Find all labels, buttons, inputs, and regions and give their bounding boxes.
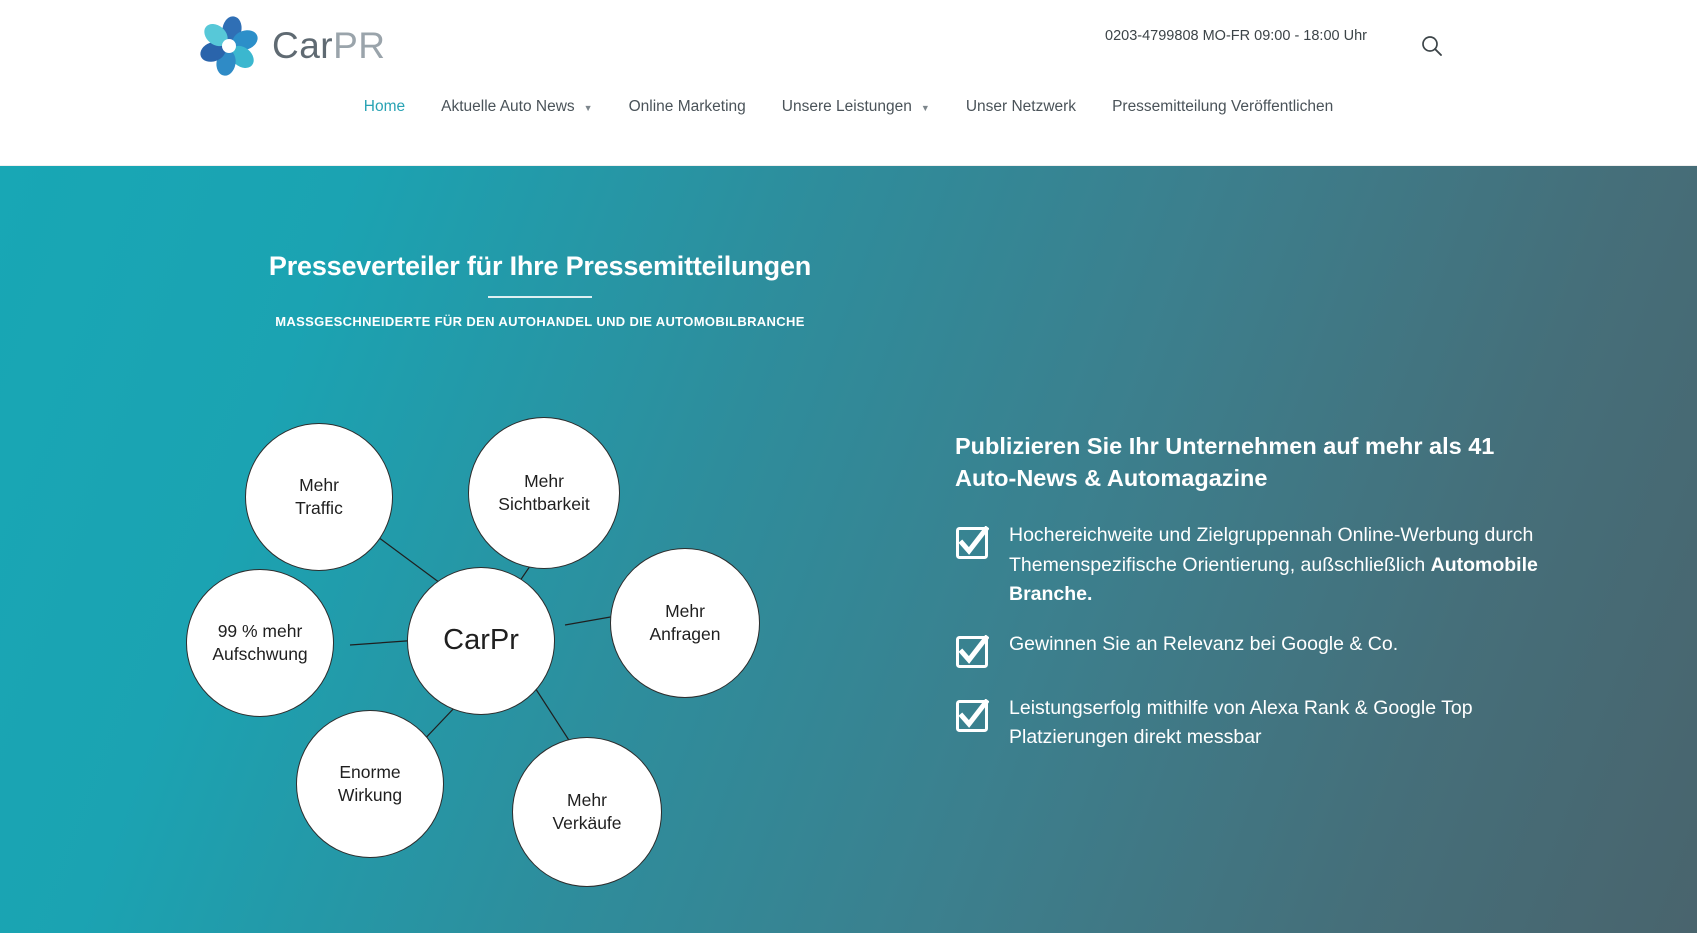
nav-label: Unsere Leistungen xyxy=(781,98,912,115)
node-mehr-anfragen xyxy=(610,548,760,698)
logo-text-primary: Car xyxy=(272,25,334,66)
nav-label: Home xyxy=(363,98,406,115)
nav-item-aktuelle-auto-news[interactable] xyxy=(423,98,610,116)
check-box-icon xyxy=(955,635,989,674)
hero-section xyxy=(0,166,1697,933)
contact-info: 0203-4799808 MO-FR 09:00 - 18:00 Uhr xyxy=(1105,28,1367,44)
nav-item-home[interactable] xyxy=(346,98,423,116)
node-99-prozent-mehr-aufschwung xyxy=(186,569,334,717)
node-center-carpr xyxy=(407,567,555,715)
node-label: 99 % mehr Aufschwung xyxy=(212,621,308,664)
site-logo[interactable] xyxy=(196,16,386,76)
main-navigation xyxy=(0,98,1697,116)
title-divider xyxy=(488,296,592,298)
node-label: Mehr Sichtbarkeit xyxy=(498,471,590,514)
carpr-flower-logo-icon xyxy=(196,16,262,76)
nav-item-online-marketing[interactable] xyxy=(611,98,764,116)
list-item xyxy=(955,521,1555,610)
hero-subtitle: MASSGESCHNEIDERTE FÜR DEN AUTOHANDEL UND DIE AUTOMOBILBRANCHE xyxy=(275,314,805,329)
node-label: Mehr Verkäufe xyxy=(552,790,622,833)
nav-label: Pressemitteilung Veröffentlichen xyxy=(1112,98,1334,115)
list-item xyxy=(955,630,1555,674)
nav-item-pressemitteilung-veroeffentlichen[interactable] xyxy=(1094,98,1351,116)
chevron-down-icon: ▼ xyxy=(583,102,593,113)
bullet-text: Leistungserfolg mithilfe von Alexa Rank & Google Top Platzierungen direkt messbar xyxy=(1009,696,1473,749)
node-label: Mehr Anfragen xyxy=(649,601,721,644)
hero-right-title: Publizieren Sie Ihr Unternehmen auf mehr als 41 Auto-News & Automagazine xyxy=(955,433,1495,491)
check-box-icon xyxy=(955,526,989,565)
hero-right-column xyxy=(955,431,1555,773)
logo-text xyxy=(272,25,386,67)
check-box-icon xyxy=(955,699,989,738)
nav-item-unsere-leistungen[interactable] xyxy=(764,98,948,116)
hero-title: Presseverteiler für Ihre Pressemitteilungen xyxy=(268,251,812,281)
nav-item-unser-netzwerk[interactable] xyxy=(948,98,1094,116)
logo-text-secondary: PR xyxy=(333,25,386,66)
chevron-down-icon: ▼ xyxy=(920,102,930,113)
nav-label: Unser Netzwerk xyxy=(965,98,1077,115)
list-item xyxy=(955,694,1555,753)
benefits-diagram xyxy=(200,345,880,845)
node-label: Mehr Traffic xyxy=(295,475,343,518)
bullet-text: Hochereichweite und Zielgruppennah Online-Werbung durch Themenspezifische Orientierung, außschließlich Automobile Branche. xyxy=(1009,523,1538,606)
bullet-text: Gewinnen Sie an Relevanz bei Google & Co. xyxy=(1009,632,1399,655)
node-mehr-verkaeufe xyxy=(512,737,662,887)
nav-label: Aktuelle Auto News xyxy=(441,98,575,115)
node-enorme-wirkung xyxy=(296,710,444,858)
node-label: Enorme Wirkung xyxy=(337,762,403,805)
nav-label: Online Marketing xyxy=(628,98,746,115)
hero-left-column xyxy=(200,251,880,845)
node-label: CarPr xyxy=(443,624,519,657)
search-icon[interactable] xyxy=(1419,33,1445,59)
search-glyph-icon xyxy=(1419,33,1445,59)
node-mehr-traffic xyxy=(245,423,393,571)
site-header xyxy=(0,0,1697,166)
node-mehr-sichtbarkeit xyxy=(468,417,620,569)
